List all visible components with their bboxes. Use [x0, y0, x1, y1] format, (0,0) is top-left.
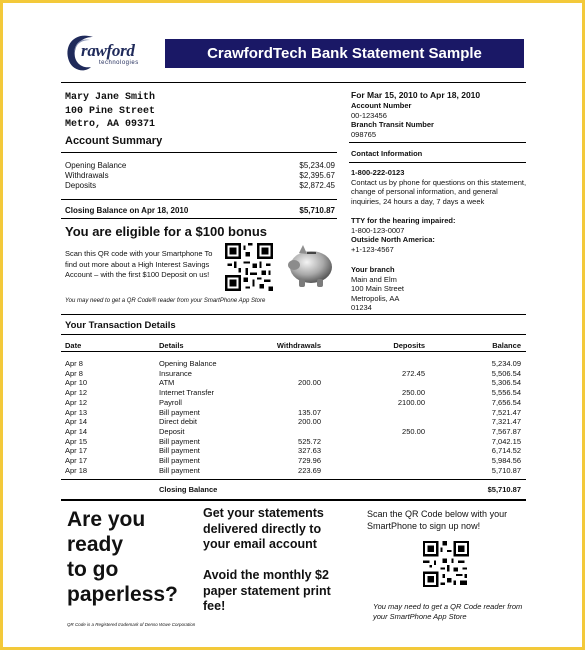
- branch-line: Main and Elm: [351, 274, 397, 284]
- branch-info: [351, 265, 404, 313]
- table-row: [65, 378, 521, 388]
- tx-closing-label: Closing Balance: [159, 485, 218, 494]
- tx-details: Bill payment: [159, 465, 200, 475]
- account-summary-title: Account Summary: [65, 135, 163, 147]
- tx-date: Apr 10: [65, 378, 88, 388]
- tx-date: Apr 12: [65, 397, 88, 407]
- summary-row: [65, 181, 335, 190]
- tx-withdrawal: 200.00: [298, 417, 321, 427]
- table-row: [65, 446, 521, 456]
- tx-balance: 7,656.54: [491, 397, 521, 407]
- summary-row: [65, 171, 335, 180]
- outside-number: +1-123-4567: [351, 244, 394, 254]
- tx-closing-value: $5,710.87: [487, 485, 521, 494]
- tty-label: TTY for the hearing impaired:: [351, 216, 456, 225]
- table-row: [65, 427, 521, 437]
- tx-balance: 7,042.15: [491, 436, 521, 446]
- qr-store-note: You may need to get a QR Code reader from your SmartPhone App Store: [373, 602, 523, 621]
- tx-date: Apr 17: [65, 446, 88, 456]
- transactions-title: Your Transaction Details: [65, 320, 176, 331]
- divider: [61, 351, 526, 352]
- tx-deposit: 250.00: [402, 426, 425, 436]
- question-line: Are you: [67, 508, 146, 531]
- paperless-question: [67, 507, 178, 607]
- signup-qr-code-icon[interactable]: [423, 541, 469, 587]
- tx-withdrawal: 327.63: [298, 446, 321, 456]
- bank-statement-page: [3, 3, 582, 647]
- table-row: [65, 417, 521, 427]
- tx-balance: 5,984.56: [491, 456, 521, 465]
- tx-date: Apr 17: [65, 456, 88, 465]
- header-withdrawals: Withdrawals: [276, 341, 321, 350]
- table-row: [65, 456, 521, 466]
- tx-balance: 5,234.09: [491, 359, 521, 368]
- tty-info: [351, 216, 455, 254]
- customer-street: 100 Pine Street: [65, 105, 156, 117]
- tx-details: Internet Transfer: [159, 388, 215, 398]
- tx-date: Apr 8: [65, 368, 83, 378]
- divider: [61, 334, 526, 335]
- summary-label: Opening Balance: [65, 161, 127, 170]
- divider: [61, 314, 526, 315]
- divider: [61, 82, 526, 83]
- summary-value: $2,395.67: [299, 171, 335, 180]
- qr-code-icon[interactable]: [225, 243, 273, 291]
- tx-details: Insurance: [159, 368, 192, 378]
- tx-details: Bill payment: [159, 456, 200, 465]
- tx-withdrawal: 729.96: [298, 456, 321, 465]
- branch-title: Your branch: [351, 265, 395, 274]
- tx-details: Bill payment: [159, 436, 200, 446]
- divider: [349, 162, 526, 163]
- summary-closing-balance: [65, 206, 335, 215]
- tx-details: Direct debit: [159, 417, 197, 427]
- tx-date: Apr 8: [65, 359, 83, 368]
- divider: [61, 152, 337, 153]
- tx-balance: 7,321.47: [491, 417, 521, 427]
- email-statements-text: Get your statements delivered directly to your email account: [203, 506, 324, 551]
- bonus-title: You are eligible for a $100 bonus: [65, 224, 268, 239]
- table-row: [65, 359, 521, 369]
- divider: [349, 142, 526, 143]
- branch-line: 01234: [351, 303, 372, 313]
- closing-value: $5,710.87: [299, 206, 335, 215]
- tx-withdrawal: 223.69: [298, 465, 321, 475]
- table-row: [65, 398, 521, 408]
- summary-value: $2,872.45: [299, 181, 335, 190]
- piggy-bank-icon: [285, 239, 337, 289]
- table-row: [65, 369, 521, 379]
- tx-balance: 5,556.54: [491, 388, 521, 398]
- tx-details: Bill payment: [159, 446, 200, 456]
- closing-label: Closing Balance on Apr 18, 2010: [65, 206, 189, 215]
- contact-title: Contact Information: [351, 149, 423, 158]
- tty-number: 1-800-123-0007: [351, 225, 405, 235]
- tx-balance: 5,506.54: [491, 368, 521, 378]
- branch-transit-number: 098765: [351, 129, 377, 139]
- branch-line: Metropolis, AA: [351, 293, 400, 303]
- question-line: paperless?: [67, 583, 178, 606]
- tx-withdrawal: 135.07: [298, 407, 321, 417]
- tx-date: Apr 14: [65, 417, 88, 427]
- tx-deposit: 2100.00: [397, 397, 425, 407]
- tx-balance: 7,521.47: [491, 407, 521, 417]
- summary-value: $5,234.09: [299, 161, 335, 170]
- divider: [61, 479, 526, 480]
- customer-name: Mary Jane Smith: [65, 92, 156, 103]
- scan-signup-text: Scan the QR Code below with your SmartPhone to sign up now!: [367, 509, 508, 531]
- divider: [61, 218, 337, 219]
- contact-text: Contact us by phone for questions on this statement, change of personal information, and general inquiries, 24 hours a day, 7 days a week: [351, 177, 527, 206]
- question-line: ready: [67, 533, 124, 556]
- tx-date: Apr 14: [65, 426, 88, 436]
- bonus-qr-note: You may need to get a QR Code® reader from your SmartPhone App Store: [65, 298, 266, 304]
- tx-balance: 7,567.87: [491, 426, 521, 436]
- summary-label: Withdrawals: [65, 171, 109, 180]
- tx-deposit: 272.45: [402, 368, 425, 378]
- logo-subtitle: technologies: [99, 60, 139, 66]
- customer-city: Metro, AA 09371: [65, 119, 156, 130]
- branch-transit-label: Branch Transit Number: [351, 120, 434, 130]
- crawford-logo: [63, 31, 153, 75]
- tx-withdrawal: 525.72: [298, 436, 321, 446]
- header-deposits: Deposits: [393, 341, 425, 350]
- tx-date: Apr 12: [65, 388, 88, 398]
- account-info: [351, 101, 434, 139]
- table-row: [65, 466, 521, 476]
- header-balance: Balance: [492, 341, 521, 350]
- tx-details: Payroll: [159, 397, 182, 407]
- divider: [61, 199, 337, 200]
- tx-balance: 6,714.52: [491, 446, 521, 456]
- qr-trademark-footnote: QR Code is a Registered trademark of Denso Wave Corporation: [67, 622, 196, 627]
- statement-period: For Mar 15, 2010 to Apr 18, 2010: [351, 90, 481, 100]
- account-number-label: Account Number: [351, 101, 412, 110]
- table-row: [65, 437, 521, 447]
- tx-details: Deposit: [159, 426, 185, 436]
- logo-wordmark: rawford: [81, 41, 135, 60]
- avoid-fee-text: Avoid the monthly $2 paper statement print fee!: [203, 568, 331, 613]
- tx-date: Apr 15: [65, 436, 88, 446]
- summary-row: [65, 161, 335, 170]
- header-details: Details: [159, 341, 184, 350]
- tx-date: Apr 13: [65, 407, 88, 417]
- account-number: 00-123456: [351, 110, 387, 120]
- statement-title: CrawfordTech Bank Statement Sample: [165, 39, 524, 68]
- tx-details: Bill payment: [159, 407, 200, 417]
- tx-withdrawal: 200.00: [298, 378, 321, 388]
- customer-address: [65, 91, 155, 132]
- table-row: [65, 408, 521, 418]
- tx-balance: 5,306.54: [491, 378, 521, 388]
- divider: [61, 499, 526, 501]
- tx-date: Apr 18: [65, 465, 88, 475]
- summary-label: Deposits: [65, 181, 97, 190]
- bonus-text: Scan this QR code with your Smartphone To find out more about a High Interest Savings Account – with the first $100 Deposit on us!: [65, 249, 213, 279]
- header-date: Date: [65, 341, 82, 350]
- tx-deposit: 250.00: [402, 388, 425, 398]
- branch-line: 100 Main Street: [351, 284, 404, 294]
- tx-details: Opening Balance: [159, 359, 217, 368]
- contact-phone: 1-800-222-0123: [351, 168, 405, 177]
- table-row: [65, 388, 521, 398]
- tx-details: ATM: [159, 378, 175, 388]
- outside-label: Outside North America:: [351, 235, 435, 245]
- tx-balance: 5,710.87: [491, 465, 521, 475]
- question-line: to go: [67, 558, 119, 581]
- contact-info: [351, 168, 527, 206]
